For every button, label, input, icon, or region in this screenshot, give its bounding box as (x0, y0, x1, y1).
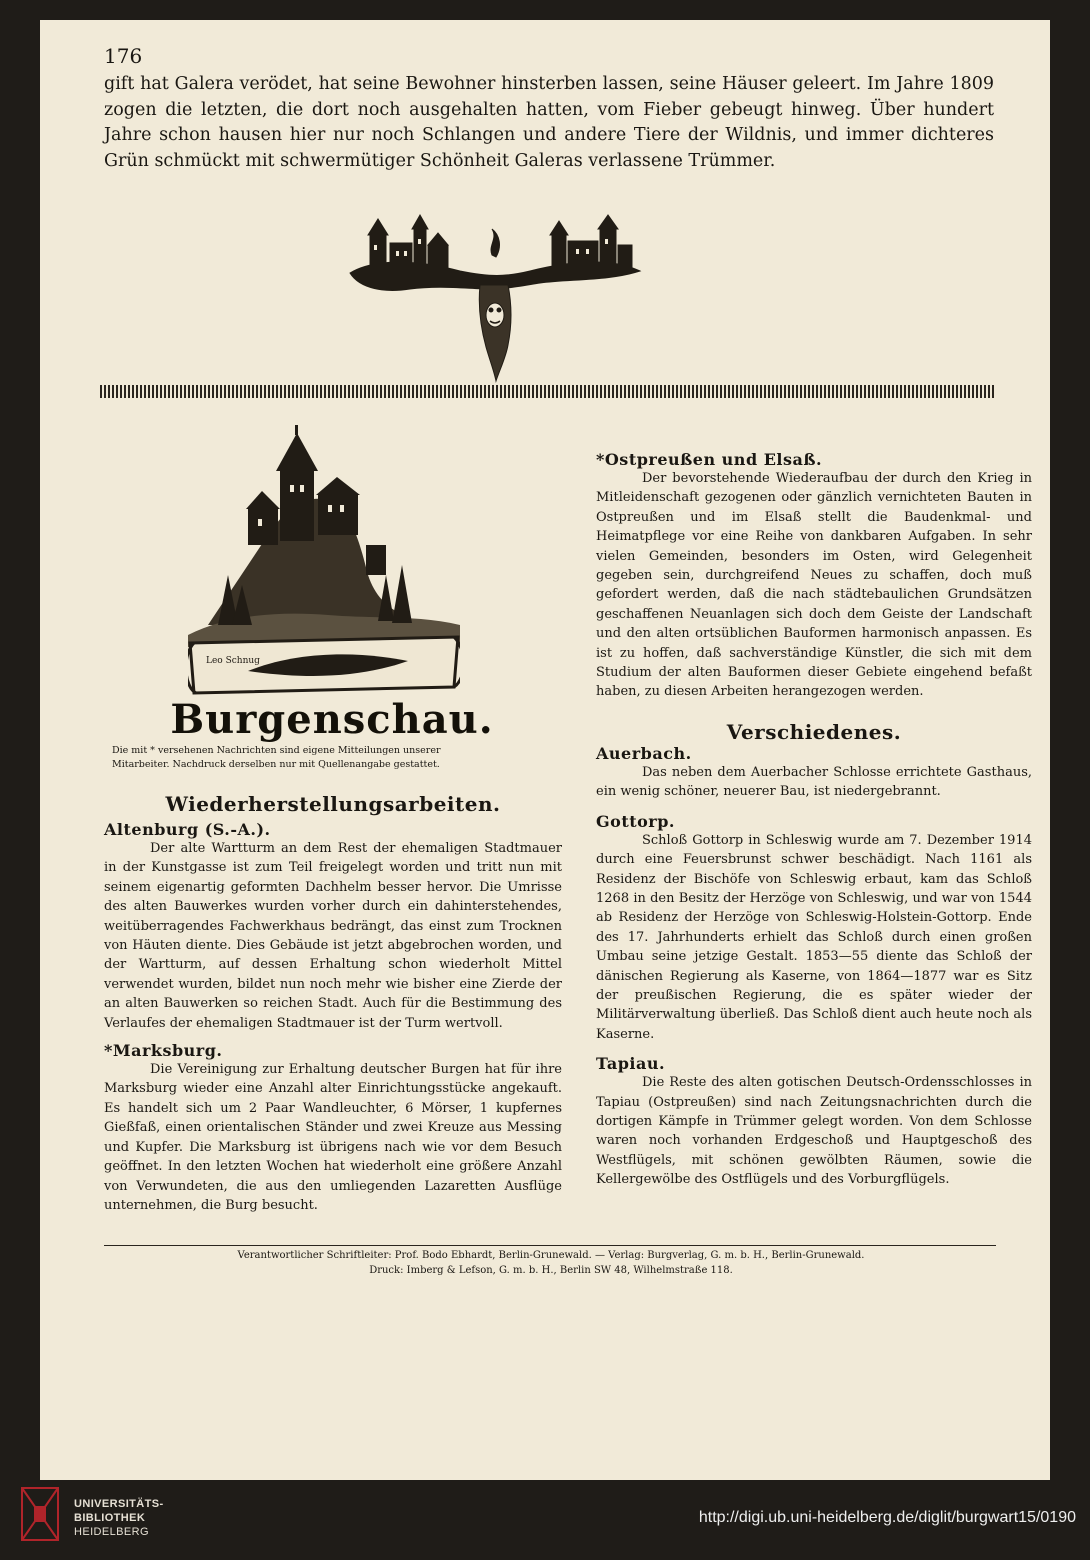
masthead-note (112, 744, 562, 772)
page-number: 176 (104, 44, 143, 68)
article-title: *Marksburg. (104, 1041, 223, 1061)
article-auerbach (596, 744, 1032, 802)
burgenschau-castle-illustration (188, 425, 460, 705)
article-title: Gottorp. (596, 811, 675, 831)
library-name-line1: UNIVERSITÄTS- (74, 1498, 164, 1510)
imprint-line-1: Verantwortlicher Schriftleiter: Prof. Bodo Ebhardt, Berlin-Grunewald. — Verlag: Burgverlag, G. m. b. H., Berlin-Grunewald. (237, 1250, 865, 1261)
article-title: Altenburg (S.-A.). (104, 820, 271, 839)
article-marksburg (104, 1041, 562, 1215)
library-name-line3: HEIDELBERG (74, 1526, 149, 1538)
masthead-note-line1: Die mit * versehenen Nachrichten sind eigene Mitteilungen unserer (112, 745, 441, 756)
imprint-line-2: Druck: Imberg & Lefson, G. m. b. H., Berlin SW 48, Wilhelmstraße 118. (369, 1265, 733, 1276)
right-column (596, 450, 1032, 1190)
article-body: Die Reste des alten gotischen Deutsch-Ordensschlosses in Tapiau (Ostpreußen) sind nach Zeitungsnachrichten durch die dortigen Kämpfe in Trümmer gelegt worden. Von dem Schlosse waren noch vorhanden Erdgeschoß und Hauptgeschoß des Westflügels, mit schönen gewölbten Räumen, sowie die Kellergewölbe des Ostflügels und des Vorburgflügels. (596, 1075, 1032, 1188)
section-heading-misc: Verschiedenes. (726, 719, 902, 744)
section-heading-restoration: Wiederherstellungsarbeiten. (165, 792, 501, 816)
library-logo (12, 1480, 312, 1550)
article-body: Die Vereinigung zur Erhaltung deutscher Burgen hat für ihre Marksburg wieder eine Anzahl alter Einrichtungsstücke angekauft. Es handelt sich um 2 Paar Wandleuchter, 6 Mörser, 1 kupfernes Gießfaß, einen orientalischen Ständer und zwei Kreuze aus Messing und Kupfer. Die Marksburg ist übrigens nach wie vor dem Besuch geöffnet. In den letzten Wochen hat wiederholt eine größere Anzahl von Verwundeten, die aus den umliegenden Lazaretten Ausflüge unternehmen, die Burg besucht. (104, 1062, 562, 1213)
masthead-note-line2: Mitarbeiter. Nachdruck derselben nur mit Quellenangabe gestattet. (112, 759, 440, 770)
article-title: Auerbach. (596, 743, 692, 763)
article-tapiau (596, 1054, 1032, 1189)
castle-ornament-illustration (340, 185, 650, 385)
article-body: Schloß Gottorp in Schleswig wurde am 7. Dezember 1914 durch eine Feuersbrunst schwer beschädigt. Nach 1161 als Residenz der Bischöfe von Schleswig erbaut, kam das Schloß 1268 in den Besitz der Herzöge von Schleswig, und war von 1544 ab Residenz der Herzöge von Schleswig-Holstein-Gottorp. Ende des 17. Jahrhunderts erhielt das Schloß durch einen großen Umbau seine jetzige Gestalt. 1853—55 diente das Schloß der dänischen Regierung als Kaserne, von 1864—1877 war es Sitz der preußischen Regierung, die es später wieder der Militärverwaltung überließ. Das Schloß dient auch heute noch als Kaserne. (596, 832, 1032, 1042)
article-body: Das neben dem Auerbacher Schlosse errichtete Gasthaus, ein wenig schöner, neuerer Bau, ist niedergebrannt. (596, 764, 1032, 800)
article-gottorp (596, 812, 1032, 1044)
banner-signature: Leo Schnug (206, 656, 260, 666)
footer-rule (104, 1245, 996, 1246)
library-name-line2: BIBLIOTHEK (74, 1512, 146, 1524)
article-body: Der alte Wartturm an dem Rest der ehemaligen Stadtmauer in der Kunstgasse ist zum Teil freigelegt worden und tritt nun mit seinem eigenartig geformten Dachhelm besser hervor. Die Umrisse des alten Bauwerkes wurden vorher durch ein dahinterstehendes, weitüberragendes Fachwerkhaus bedrängt, das einst zum Trocknen von Häuten diente. Dies Gebäude ist jetzt abgebrochen worden, und der Wartturm, auf dessen Erhaltung schon wiederholt Mittel verwendet wurden, bildet nun noch mehr wie bisher eine Zierde der an alten Bauwerken so reichen Stadt. Auch für die Bestimmung des Verlaufes der ehemaligen Stadtmauer ist der Turm wertvoll. (104, 841, 562, 1031)
intro-paragraph: gift hat Galera verödet, hat seine Bewohner hinsterben lassen, seine Häuser geleert. Im Jahre 1809 zogen die letzten, die dort noch ausgehalten hatten, vom Fieber gebeugt hinweg. Über hundert Jahre schon hausen hier nur noch Schlangen und andere Tiere der Wildnis, und immer dichteres Grün schmückt mit schwermütiger Schönheit Galeras verlassene Trümmer. (104, 74, 994, 171)
article-altenburg (104, 820, 562, 1033)
source-url-link[interactable]: http://digi.ub.uni-heidelberg.de/diglit/burgwart15/0190 (698, 1509, 1076, 1526)
masthead-title: Burgenschau. (170, 696, 494, 743)
article-body: Der bevorstehende Wiederaufbau der durch den Krieg in Mitleidenschaft gezogenen oder gänzlich vernichteten Bauten in Ostpreußen und im Elsaß stellt die Baudenkmal- und Heimatpflege vor eine Reihe von dankbaren Aufgaben. In sehr vielen Gemeinden, besonders im Osten, wird Gelegenheit gegeben sein, durchgreifend Neues zu schaffen, doch muß gefordert werden, daß die nach städtebaulichen Grundsätzen geschaffenen Neuanlagen sich doch dem Geiste der Landschaft und den alten ortsüblichen Bauformen harmonisch anpassen. Es ist zu hoffen, daß sachverständige Künstler, die sich mit dem Studium der alten Bauformen dieser Gebiete eingehend befaßt haben, zu diesen Arbeiten herangezogen werden. (596, 471, 1032, 700)
scanned-page (40, 20, 1050, 1480)
section-divider (100, 385, 996, 398)
article-title: Tapiau. (596, 1054, 666, 1074)
library-emblem-icon (18, 1484, 62, 1544)
article-title: *Ostpreußen und Elsaß. (596, 450, 823, 469)
left-column (104, 792, 562, 1215)
article-ostpreussen (596, 450, 1032, 702)
